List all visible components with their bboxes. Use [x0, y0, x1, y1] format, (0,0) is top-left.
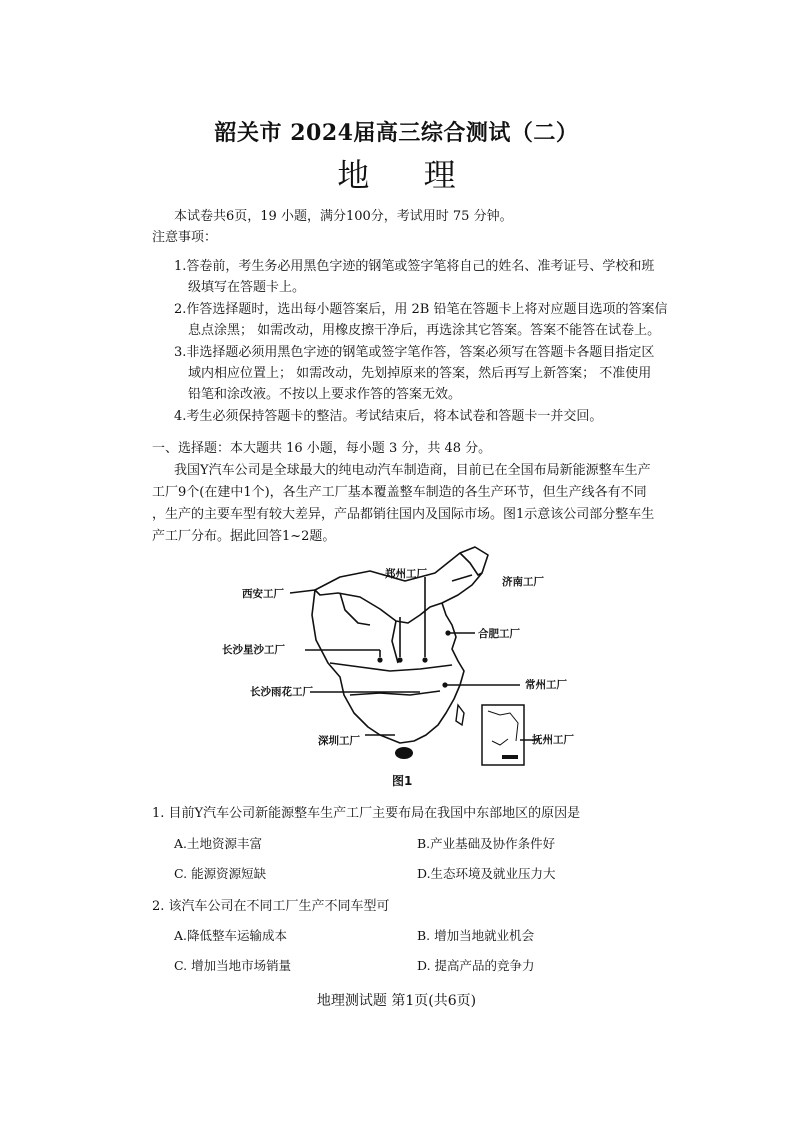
passage-line-4: 产工厂分布。据此回答1~2题。 [152, 529, 336, 544]
question-1-option-d: D.生态环境及就业压力大 [417, 866, 556, 881]
note-1-line-2: 级填写在答题卡上。 [188, 280, 306, 295]
label-changsha-xingsha: 长沙星沙工厂 [222, 644, 285, 656]
page-footer: 地理测试题 第1页(共6页) [316, 993, 477, 1009]
question-2-option-b: B. 增加当地就业机会 [417, 928, 535, 943]
note-3-line-3: 铅笔和涂改液。不按以上要求作答的答案无效。 [188, 387, 462, 402]
question-1-option-b: B.产业基础及协作条件好 [417, 836, 556, 851]
label-xian: 西安工厂 [242, 588, 284, 600]
passage-line-3: ，生产的主要车型有较大差异，产品都销往国内及国际市场。图1示意该公司部分整车生 [152, 507, 655, 522]
factory-distribution-map [220, 545, 590, 795]
question-1-option-a: A.土地资源丰富 [174, 836, 263, 851]
note-3-line-2: 域内相应位置上； 如需改动，先划掉原来的答案，然后再写上新答案； 不准使用 [188, 366, 652, 381]
question-2-option-c: C. 增加当地市场销量 [174, 958, 292, 973]
note-3-line-1: 3.非选择题必须用黑色字迹的钢笔或签字笔作答，答案必须写在答题卡各题目指定区 [174, 345, 655, 360]
question-1-stem: 1. 目前Y汽车公司新能源整车生产工厂主要布局在我国中东部地区的原因是 [152, 806, 581, 821]
note-4-line-1: 4.考生必须保持答题卡的整洁。考试结束后，将本试卷和答题卡一并交回。 [174, 409, 603, 424]
label-fuzhou: 抚州工厂 [532, 734, 574, 746]
exam-title: 韶关市 2024届高三综合测试（二） [214, 120, 579, 146]
label-changsha-yuhua: 长沙雨花工厂 [250, 686, 313, 698]
notes-heading: 注意事项： [152, 230, 218, 245]
section-heading: 一、选择题：本大题共 16 小题，每小题 3 分，共 48 分。 [152, 441, 492, 456]
passage-line-2: 工厂9个(在建中1个)，各生产工厂基本覆盖整车制造的各生产环节，但生产线各有不同 [152, 485, 647, 500]
label-shenzhen: 深圳工厂 [318, 735, 360, 747]
figure-caption: 图1 [392, 774, 413, 788]
question-2-option-a: A.降低整车运输成本 [174, 928, 288, 943]
question-2-option-d: D. 提高产品的竞争力 [417, 958, 535, 973]
note-1-line-1: 1.答卷前，考生务必用黑色字迹的钢笔或签字笔将自己的姓名、准考证号、学校和班 [174, 259, 655, 274]
label-zhengzhou: 郑州工厂 [385, 568, 427, 580]
note-2-line-2: 息点涂黑； 如需改动，用橡皮擦干净后，再选涂其它答案。答案不能答在试卷上。 [188, 323, 661, 338]
question-1-option-c: C. 能源资源短缺 [174, 866, 267, 881]
question-2-stem: 2. 该汽车公司在不同工厂生产不同车型可 [152, 899, 390, 914]
label-jinan: 济南工厂 [502, 576, 544, 588]
passage-line-1: 我国Y汽车公司是全球最大的纯电动汽车制造商，目前已在全国布局新能源整车生产 [174, 463, 651, 478]
label-changzhou: 常州工厂 [525, 679, 567, 691]
note-2-line-1: 2.作答选择题时，选出每小题答案后，用 2B 铅笔在答题卡上将对应题目选项的答案信 [174, 302, 668, 317]
label-hefei: 合肥工厂 [478, 628, 520, 640]
subject-title: 地 理 [337, 156, 478, 194]
intro-text: 本试卷共6页，19 小题，满分100分，考试用时 75 分钟。 [174, 209, 513, 224]
